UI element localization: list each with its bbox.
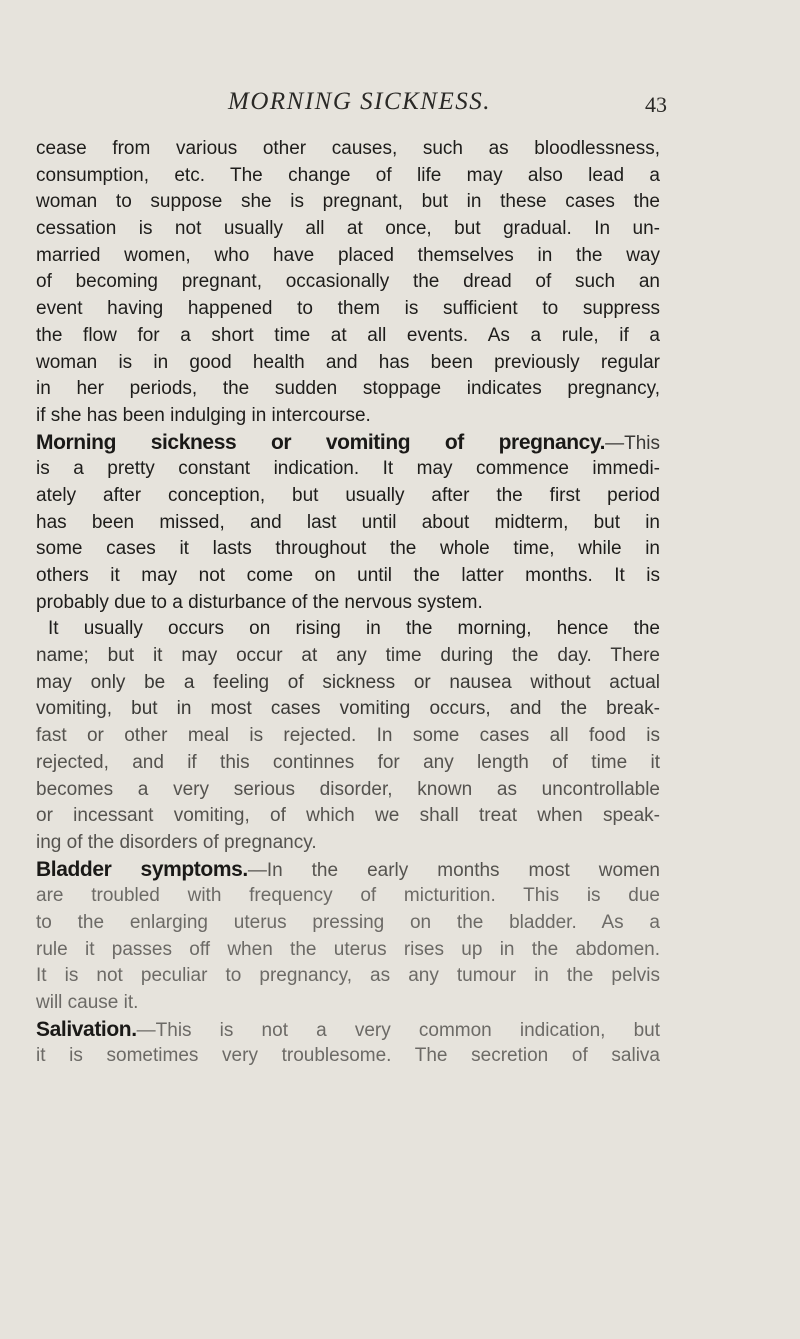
heading-line (36, 857, 660, 884)
section-heading: Bladder symptoms. (36, 857, 248, 881)
section-heading: Morning sickness or vomiting of pregnancy. (36, 430, 606, 454)
text-line: woman to suppose she is pregnant, but in these cases the (36, 191, 660, 213)
text-line: is a pretty constant indication. It may commence immedi- (36, 458, 660, 480)
text-line: are troubled with frequency of micturition. This is due (36, 885, 660, 907)
paragraph-bladder-symptoms (36, 857, 660, 1017)
page-number: 43 (645, 92, 667, 117)
text-line: of becoming pregnant, occasionally the dread of such an (36, 271, 660, 293)
page-body (36, 136, 660, 1070)
heading-lead-text: —This (605, 432, 660, 454)
paragraph-salivation (36, 1017, 660, 1070)
text-line: has been missed, and last until about midterm, but in (36, 511, 660, 533)
text-line: It is not peculiar to pregnancy, as any tumour in the pelvis (36, 965, 660, 987)
running-head (0, 88, 800, 122)
text-line: the flow for a short time at all events. As a rule, if a (36, 324, 660, 346)
paragraph-morning-sickness (36, 430, 660, 617)
text-line: becomes a very serious disorder, known as uncontrollable (36, 778, 660, 800)
heading-line (36, 1017, 660, 1044)
text-line: ately after conception, but usually after the first period (36, 484, 660, 506)
text-line: woman is in good health and has been previously regular (36, 351, 660, 373)
heading-lead-text: —This is not a very common indication, but (136, 1019, 660, 1041)
text-line: fast or other meal is rejected. In some cases all food is (36, 725, 660, 747)
section-heading: Salivation. (36, 1017, 137, 1041)
text-line: if she has been indulging in intercourse. (36, 404, 371, 426)
text-line: rejected, and if this continnes for any length of time it (36, 751, 660, 773)
text-line: event having happened to them is sufficient to suppress (36, 298, 660, 320)
text-line: it is sometimes very troublesome. The secretion of saliva (36, 1045, 660, 1067)
paragraph-vomiting (36, 616, 660, 856)
text-line: in her periods, the sudden stoppage indicates pregnancy, (36, 378, 660, 400)
text-line: others it may not come on until the latter months. It is (36, 565, 660, 586)
text-line: or incessant vomiting, of which we shall treat when speak- (36, 805, 660, 827)
text-line: to the enlarging uterus pressing on the bladder. As a (36, 911, 660, 933)
text-line: ing of the disorders of pregnancy. (36, 831, 317, 853)
text-line: It usually occurs on rising in the morning, hence the (48, 618, 660, 640)
text-line: cessation is not usually all at once, but gradual. In un- (36, 218, 660, 240)
heading-line (36, 430, 660, 457)
text-line: may only be a feeling of sickness or nausea without actual (36, 671, 660, 693)
text-line: will cause it. (36, 992, 139, 1013)
text-line: consumption, etc. The change of life may also lead a (36, 164, 660, 186)
text-line: vomiting, but in most cases vomiting occurs, and the break- (36, 698, 660, 720)
text-line: probably due to a disturbance of the nervous system. (36, 591, 483, 613)
paragraph-life-change (36, 136, 660, 430)
text-line: cease from various other causes, such as bloodlessness, (36, 138, 660, 159)
text-line: rule it passes off when the uterus rises up in the abdomen. (36, 938, 660, 960)
heading-lead-text: —In the early months most women (247, 859, 660, 881)
text-line: some cases it lasts throughout the whole time, while in (36, 538, 660, 560)
text-line: married women, who have placed themselves in the way (36, 244, 660, 266)
running-title: MORNING SICKNESS. (228, 88, 491, 115)
text-line: name; but it may occur at any time during the day. There (36, 645, 660, 667)
